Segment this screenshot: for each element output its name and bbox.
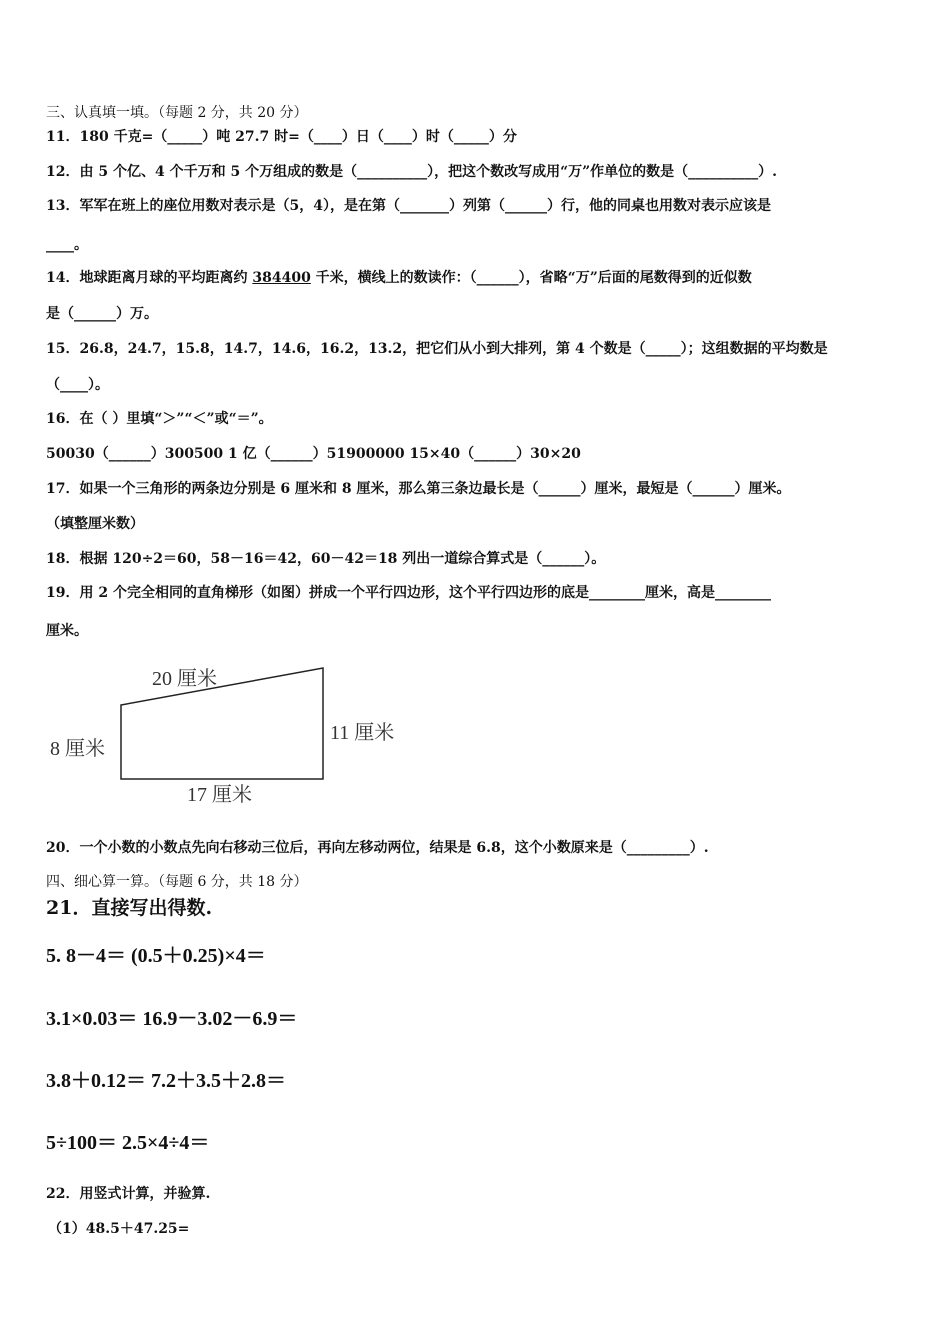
question-14-line2: 是（______）万。 [46,306,158,322]
q14-post: 千米，横线上的数读作：（______），省略“万”后面的尾数得到的近似数 [310,270,752,286]
calc-row-4: 5÷100＝ 2.5×4÷4＝ [46,1132,210,1154]
question-19-line2: 厘米。 [46,623,88,639]
question-13-line2: ____。 [46,237,88,253]
section-3-title: 三、认真填一填。（每题 2 分，共 20 分） [46,105,308,121]
question-22-title: 22．用竖式计算，并验算. [46,1186,211,1202]
label-bottom: 17 厘米 [187,784,252,806]
calc-row-1: 5. 8－4＝ (0.5＋0.25)×4＝ [46,945,266,967]
label-right: 11 厘米 [330,722,395,744]
section-4-title: 四、细心算一算。（每题 6 分，共 18 分） [46,874,308,890]
question-13-line1: 13．军军在班上的座位用数对表示是（5，4），是在第（_______）列第（______）行，他的同桌也用数对表示应该是 [46,198,771,214]
q14-number: 384400 [252,270,311,286]
question-14-line1 [46,269,752,287]
question-20: 20．一个小数的小数点先向右移动三位后，再向左移动两位，结果是 6.8，这个小数原来是（_________）. [46,840,709,856]
question-18: 18．根据 120÷2＝60，58－16＝42，60－42＝18 列出一道综合算式是（______）。 [46,551,606,567]
question-15-line1: 15．26.8，24.7，15.8，14.7，14.6，16.2，13.2，把它们从小到大排列，第 4 个数是（_____）；这组数据的平均数是 [46,341,828,357]
calc-row-2: 3.1×0.03＝ 16.9－3.02－6.9＝ [46,1008,298,1030]
question-11: 11．180 千克=（_____）吨 27.7 时=（____）日（____）时（_____）分 [46,129,517,145]
question-17-line1: 17．如果一个三角形的两条边分别是 6 厘米和 8 厘米，那么第三条边最长是（______）厘米，最短是（______）厘米。 [46,481,791,497]
question-17-line2: （填整厘米数） [46,516,144,532]
question-19-line1: 19．用 2 个完全相同的直角梯形（如图）拼成一个平行四边形，这个平行四边形的底是________厘米，高是________ [46,585,771,601]
question-21-title: 21．直接写出得数. [46,897,213,919]
question-15-line2: （____）。 [46,377,109,393]
trapezoid-figure [40,655,420,815]
calc-row-3: 3.8＋0.12＝ 7.2＋3.5＋2.8＝ [46,1070,286,1092]
q14-pre: 14．地球距离月球的平均距离约 [46,270,253,286]
question-16-line2: 50030（______）300500 1 亿（______）51900000 15×40（______）30×20 [46,446,581,462]
question-12: 12．由 5 个亿、4 个千万和 5 个万组成的数是（__________），把这个数改写成用“万”作单位的数是（__________）. [46,164,778,180]
label-left: 8 厘米 [50,738,105,760]
question-16-line1: 16．在（ ）里填“＞”“＜”或“＝”。 [46,411,273,427]
label-top: 20 厘米 [152,668,217,690]
question-22-item-1: （1）48.5＋47.25= [48,1221,190,1237]
